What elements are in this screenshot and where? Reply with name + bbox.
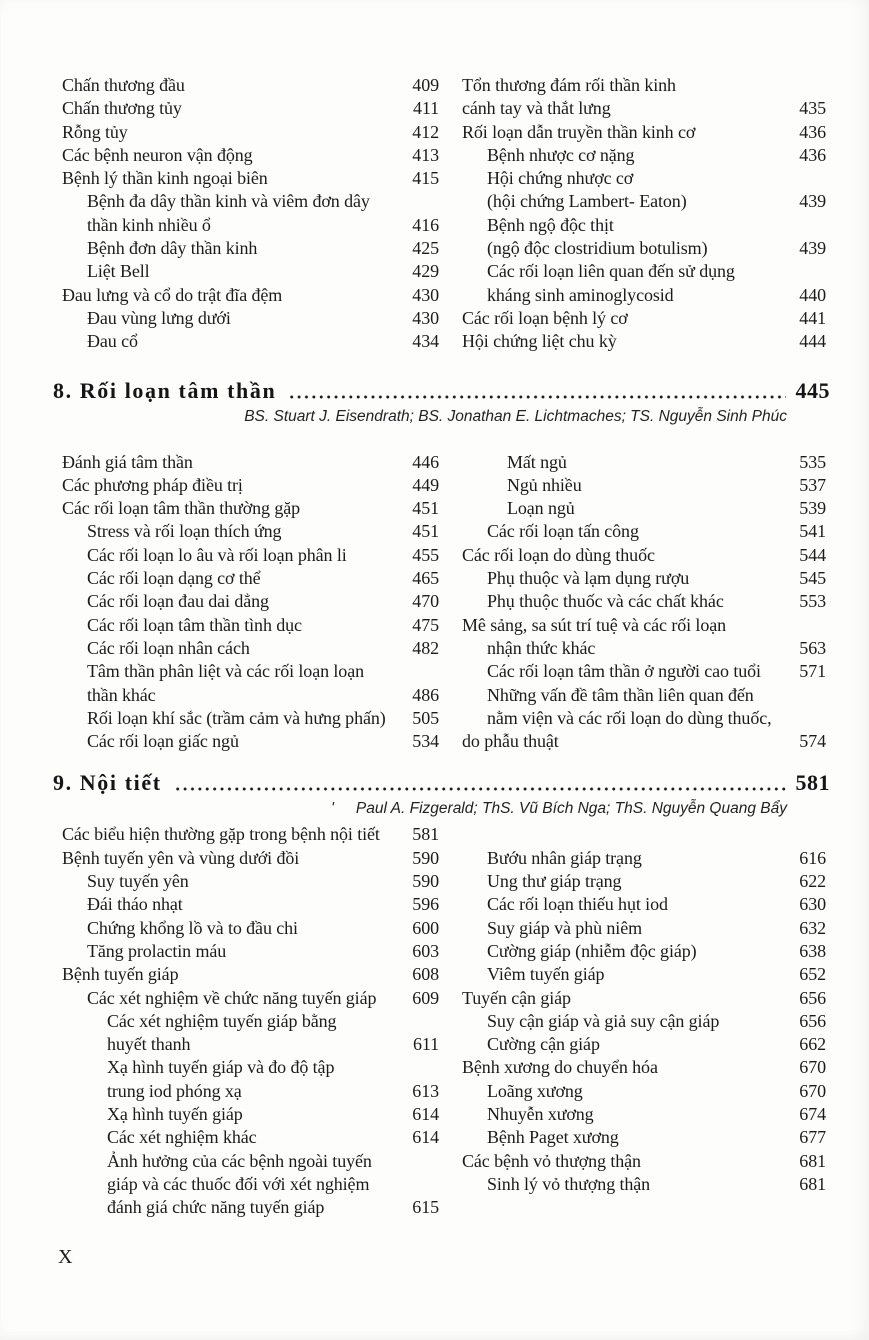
toc-entry-title: Bệnh đơn dây thần kinh (87, 238, 258, 259)
toc-entry-page: 614 (412, 1103, 439, 1124)
toc-entry-title: Các rối loạn thiếu hụt iod (487, 894, 668, 915)
toc-entry-page: 475 (412, 614, 439, 635)
toc-entry-title: Đánh giá tâm thần (62, 451, 193, 472)
toc-entry-title: Chấn thương đầu (62, 75, 185, 95)
toc-entry-title: Các rối loạn lo âu và rối loạn phân li (87, 544, 347, 565)
toc-entry-title: Stress và rối loạn thích ứng (87, 521, 282, 542)
toc-entry-title: Các rối loạn bệnh lý cơ (462, 307, 628, 328)
toc-entry-title: Cường giáp (nhiễm độc giáp) (487, 940, 697, 961)
toc-entry (462, 544, 826, 567)
toc-entry (462, 214, 826, 261)
chapter-9-entries (0, 823, 869, 1219)
toc-entry-page: 465 (412, 568, 439, 589)
toc-entry-page: 656 (799, 987, 826, 1008)
toc-entry-page: 596 (412, 894, 439, 915)
toc-entry (462, 917, 826, 940)
toc-entry-title: Bướu nhân giáp trạng (487, 847, 642, 868)
toc-entry-page: 430 (412, 284, 439, 305)
toc-entry-title: Bệnh ngộ độc thịt (ngộ độc clostridium botulism) (487, 214, 708, 259)
toc-entry (462, 144, 826, 167)
toc-entry (462, 1033, 826, 1056)
toc-entry (62, 870, 439, 893)
toc-entry (62, 121, 439, 144)
dot-leader (288, 381, 785, 403)
toc-entry-page: 435 (799, 98, 826, 119)
toc-entry (62, 823, 439, 846)
toc-entry-page: 446 (412, 451, 439, 472)
toc-column-left (62, 451, 439, 754)
toc-entry (462, 167, 826, 214)
toc-entry-page: 429 (412, 261, 439, 282)
toc-entry-title: Mất ngủ (507, 451, 567, 472)
toc-entry-page: 425 (412, 238, 439, 259)
toc-entry-page: 662 (799, 1034, 826, 1055)
toc-entry-title: Các rối loạn tâm thần tình dục (87, 614, 302, 635)
toc-entry-title: Đau lưng và cổ do trật đĩa đệm (62, 284, 283, 305)
toc-entry (62, 893, 439, 916)
toc-entry-title: Nhuyễn xương (487, 1103, 594, 1124)
toc-entry-page: 440 (799, 284, 826, 305)
authors-text: BS. Stuart J. Eisendrath; BS. Jonathan E. Lichtmaches; TS. Nguyễn Sinh Phúc (244, 407, 787, 425)
toc-column-right (462, 847, 826, 1220)
authors-text: Paul A. Fizgerald; ThS. Vũ Bích Nga; ThS. Nguyễn Quang Bẩy (355, 800, 787, 818)
toc-entry-title: Bệnh tuyến giáp (62, 964, 179, 985)
toc-entry (462, 497, 826, 520)
toc-entry-page: 608 (412, 964, 439, 985)
toc-entry-page: 613 (412, 1080, 439, 1101)
toc-entry-page: 430 (412, 307, 439, 328)
toc-entry-page: 553 (799, 591, 826, 612)
toc-entry-page: 630 (799, 894, 826, 915)
toc-entry (62, 497, 439, 520)
toc-column-left (62, 74, 439, 354)
toc-entry (462, 1056, 826, 1079)
toc-entry-page: 436 (799, 144, 826, 165)
toc-entry (62, 567, 439, 590)
chapter-8-heading (53, 377, 830, 405)
toc-entry-page: 614 (412, 1127, 439, 1148)
dot-leader (174, 773, 786, 795)
toc-entry-page: 539 (799, 498, 826, 519)
toc-entry (462, 330, 826, 353)
toc-entry-title: Rối loạn dẫn truyền thần kinh cơ (462, 121, 696, 142)
toc-entry-title: Sinh lý vỏ thượng thận (487, 1173, 651, 1194)
toc-entry-title: Các rối loạn đau dai dẳng (87, 591, 269, 612)
toc-entry-page: 677 (799, 1127, 826, 1148)
toc-entry (62, 544, 439, 567)
toc-entry-title: Bệnh Paget xương (487, 1127, 619, 1148)
toc-entry (62, 330, 439, 353)
chapter-9-section (0, 769, 869, 1219)
toc-entry-title: Rối loạn khí sắc (trầm cảm và hưng phấn) (87, 707, 386, 728)
toc-entry-page: 622 (799, 871, 826, 892)
toc-entry-page: 652 (799, 964, 826, 985)
toc-entry-page: 545 (799, 568, 826, 589)
toc-entry (462, 1126, 826, 1149)
toc-entry-page: 535 (799, 451, 826, 472)
toc-entry (62, 1150, 439, 1220)
toc-entry (462, 614, 826, 661)
toc-entry-page: 451 (412, 498, 439, 519)
toc-entry (462, 74, 826, 121)
toc-entry-page: 574 (799, 731, 826, 752)
toc-entry-page: 455 (412, 544, 439, 565)
toc-column-right (462, 74, 826, 354)
toc-entry (62, 260, 439, 283)
toc-entry-page: 444 (799, 331, 826, 352)
toc-entry-page: 656 (799, 1010, 826, 1031)
toc-entry-title: Chứng khổng lồ và to đầu chi (87, 917, 298, 938)
toc-entry-page: 541 (799, 521, 826, 542)
toc-entry-title: Các rối loạn nhân cách (87, 637, 250, 658)
toc-entry (462, 660, 826, 683)
chapter7-continued-entries (0, 0, 869, 354)
toc-entry-title: Tuyến cận giáp (462, 987, 571, 1008)
toc-entry-page: 412 (412, 121, 439, 142)
toc-entry-page: 544 (799, 544, 826, 565)
toc-entry-page: 581 (412, 824, 439, 845)
toc-entry (62, 590, 439, 613)
toc-entry (62, 917, 439, 940)
toc-entry (462, 590, 826, 613)
toc-entry (62, 97, 439, 120)
toc-entry-title: Các rối loạn tấn công (487, 521, 639, 542)
toc-entry-title: Tâm thần phân liệt và các rối loạn loạn thần khác (87, 661, 364, 705)
toc-entry-title: Loạn ngủ (507, 498, 575, 519)
toc-entry-title: Hội chứng nhược cơ (hội chứng Lambert- Eaton) (487, 168, 687, 212)
toc-entry-title: Các rối loạn giấc ngủ (87, 731, 239, 752)
toc-entry-page: 616 (799, 847, 826, 868)
chapter-title: 8. Rối loạn tâm thần (53, 377, 277, 403)
toc-entry-page: 439 (799, 191, 826, 212)
toc-entry (462, 567, 826, 590)
toc-entry-page: 434 (412, 331, 439, 352)
toc-entry-title: Các rối loạn tâm thần thường gặp (62, 498, 301, 519)
toc-entry (62, 730, 439, 753)
chapter-8-entries (0, 451, 869, 754)
toc-entry (462, 1010, 826, 1033)
toc-entry-title: Đau cổ (87, 331, 138, 352)
toc-entry-page: 571 (799, 661, 826, 682)
toc-entry-page: 409 (412, 75, 439, 95)
toc-entry-page: 603 (412, 940, 439, 961)
toc-entry-title: Suy giáp và phù niêm (487, 917, 642, 938)
toc-entry-page: 609 (412, 987, 439, 1008)
toc-entry-page: 436 (799, 121, 826, 142)
toc-entry (62, 1010, 439, 1057)
toc-entry-page: 600 (412, 917, 439, 938)
toc-entry-page: 470 (412, 591, 439, 612)
toc-entry-title: Liệt Bell (87, 261, 150, 282)
toc-entry (462, 307, 826, 330)
toc-entry-page: 486 (412, 684, 439, 705)
toc-entry-page: 537 (799, 474, 826, 495)
toc-entry (62, 1126, 439, 1149)
toc-entry (462, 1150, 826, 1173)
toc-entry-title: Các biểu hiện thường gặp trong bệnh nội tiết (62, 824, 380, 845)
toc-entry (62, 987, 439, 1010)
toc-entry-title: Phụ thuộc và lạm dụng rượu (487, 568, 690, 589)
toc-entry (62, 451, 439, 474)
toc-entry-title: Xạ hình tuyến giáp (107, 1103, 243, 1124)
toc-entry-page: 681 (799, 1173, 826, 1194)
toc-entry-page: 590 (412, 871, 439, 892)
toc-entry-page: 413 (412, 144, 439, 165)
toc-entry-page: 505 (412, 707, 439, 728)
toc-entry-title: Hội chứng liệt chu kỳ (462, 331, 617, 352)
toc-entry-title: Các phương pháp điều trị (62, 474, 243, 495)
toc-entry (462, 260, 826, 307)
toc-entry-page: 611 (412, 1034, 439, 1055)
toc-entry (462, 474, 826, 497)
toc-entry-title: Bệnh nhược cơ nặng (487, 144, 635, 165)
chapter-8-section (0, 377, 869, 754)
toc-entry-title: Bệnh xương do chuyển hóa (462, 1057, 658, 1078)
toc-entry (462, 870, 826, 893)
toc-entry (462, 451, 826, 474)
toc-entry (462, 520, 826, 543)
toc-entry (62, 167, 439, 190)
toc-entry-title: Suy tuyến yên (87, 871, 189, 892)
toc-entry-page: 411 (412, 98, 439, 119)
toc-entry-title: Ung thư giáp trạng (487, 871, 622, 892)
toc-entry-page: 449 (412, 474, 439, 495)
toc-entry-page: 590 (412, 847, 439, 868)
toc-entry (62, 190, 439, 237)
toc-column-left (62, 823, 439, 1219)
toc-entry-title: Bệnh đa dây thần kinh và viêm đơn dây thần kinh nhiều ổ (87, 191, 370, 235)
chapter-9-authors (0, 799, 787, 819)
toc-entry (462, 893, 826, 916)
toc-entry-page: 451 (412, 521, 439, 542)
toc-entry (62, 307, 439, 330)
toc-entry-title: Những vấn đề tâm thần liên quan đến nằm viện và các rối loạn do dùng thuốc, do phẫu thuật (462, 684, 772, 752)
toc-entry-page: 632 (799, 917, 826, 938)
toc-entry-title: Các rối loạn tâm thần ở người cao tuổi (487, 661, 761, 682)
toc-entry-title: Rỗng tủy (62, 121, 128, 142)
toc-entry (462, 1103, 826, 1126)
toc-entry (62, 1056, 439, 1103)
chapter-page-number: 445 (795, 377, 830, 403)
toc-entry-page: 439 (799, 238, 826, 259)
toc-entry-title: Các xét nghiệm tuyến giáp bằng huyết thanh (107, 1010, 337, 1055)
toc-entry-page: 563 (799, 637, 826, 658)
toc-entry-title: Các bệnh vỏ thượng thận (462, 1150, 641, 1171)
toc-entry-title: Tăng prolactin máu (87, 940, 227, 961)
toc-entry (462, 987, 826, 1010)
toc-entry-title: Các bệnh neuron vận động (62, 144, 253, 165)
page-folio-number: X (58, 1246, 73, 1268)
toc-entry-page: 670 (799, 1057, 826, 1078)
toc-entry-title: Đái tháo nhạt (87, 894, 183, 915)
toc-entry-page: 441 (799, 307, 826, 328)
toc-entry (462, 847, 826, 870)
toc-entry (62, 284, 439, 307)
toc-entry-title: Suy cận giáp và giả suy cận giáp (487, 1010, 720, 1031)
toc-entry (462, 963, 826, 986)
toc-entry-title: Đau vùng lưng dưới (87, 307, 231, 328)
toc-entry (62, 660, 439, 707)
toc-entry (462, 684, 826, 754)
toc-entry-title: Ảnh hưởng của các bệnh ngoài tuyến giáp và các thuốc đối với xét nghiệm đánh giá chức năng tuyến giáp (107, 1150, 372, 1218)
toc-entry-title: Mê sảng, sa sút trí tuệ và các rối loạn nhận thức khác (462, 614, 727, 658)
toc-column-right (462, 451, 826, 754)
toc-entry (62, 74, 439, 97)
toc-entry (62, 637, 439, 660)
toc-entry-title: Viêm tuyến giáp (487, 964, 605, 985)
toc-entry (62, 707, 439, 730)
toc-entry-title: Các rối loạn do dùng thuốc (462, 544, 655, 565)
toc-entry-title: Xạ hình tuyến giáp và đo độ tập trung iod phóng xạ (107, 1057, 335, 1101)
toc-entry-title: Phụ thuộc thuốc và các chất khác (487, 591, 724, 612)
toc-entry (62, 614, 439, 637)
toc-entry-title: Các rối loạn dạng cơ thể (87, 568, 261, 589)
toc-entry-title: Chấn thương tủy (62, 98, 182, 119)
toc-entry-page: 638 (799, 940, 826, 961)
toc-entry-page: 615 (412, 1197, 439, 1218)
chapter-9-heading (53, 769, 830, 797)
toc-entry (62, 940, 439, 963)
toc-entry-title: Các xét nghiệm khác (107, 1127, 257, 1148)
toc-entry-title: Bệnh tuyến yên và vùng dưới đồi (62, 847, 300, 868)
toc-entry (462, 1173, 826, 1196)
toc-entry (62, 144, 439, 167)
authors-mark: ' (330, 800, 334, 818)
toc-entry-page: 482 (412, 637, 439, 658)
toc-entry-title: Tổn thương đám rối thần kinh cánh tay và thắt lưng (462, 75, 676, 119)
toc-entry (62, 474, 439, 497)
toc-entry (62, 520, 439, 543)
toc-entry-page: 534 (412, 731, 439, 752)
toc-entry-title: Các xét nghiệm về chức năng tuyến giáp (87, 987, 377, 1008)
toc-entry (462, 940, 826, 963)
chapter-title: 9. Nội tiết (53, 770, 162, 796)
toc-entry-title: Cường cận giáp (487, 1034, 600, 1055)
toc-entry (62, 237, 439, 260)
toc-entry-title: Ngủ nhiều (507, 474, 582, 495)
toc-entry (62, 847, 439, 870)
toc-entry-page: 670 (799, 1080, 826, 1101)
toc-entry-page: 674 (799, 1103, 826, 1124)
toc-entry (62, 963, 439, 986)
toc-entry-title: Bệnh lý thần kinh ngoại biên (62, 168, 268, 189)
toc-entry-page: 681 (799, 1150, 826, 1171)
toc-entry-page: 416 (412, 214, 439, 235)
chapter-8-authors (0, 407, 787, 427)
toc-entry (462, 1080, 826, 1103)
toc-entry-title: Loãng xương (487, 1080, 583, 1101)
toc-entry-title: Các rối loạn liên quan đến sử dụng kháng sinh aminoglycosid (487, 261, 735, 305)
toc-entry (62, 1103, 439, 1126)
toc-entry (462, 121, 826, 144)
chapter-page-number: 581 (795, 770, 830, 796)
toc-entry-page: 415 (412, 168, 439, 189)
